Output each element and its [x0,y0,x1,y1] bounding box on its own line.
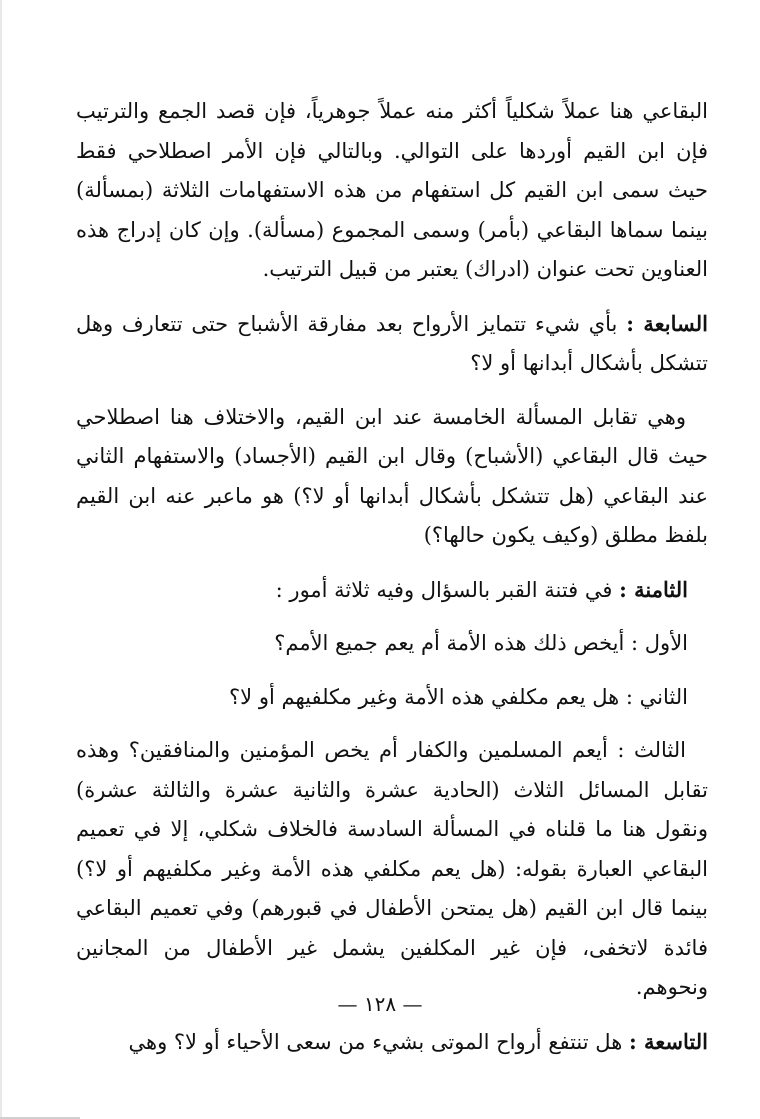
scan-edge [0,0,2,1119]
page-body [76,92,708,1062]
section-heading-seventh: السابعة : [626,310,708,336]
paragraph-eighth [76,570,708,611]
list-item-first: الأول : أيخص ذلك هذه الأمة أم يعم جميع الأمم؟ [274,631,688,655]
section-heading-ninth: التاسعة : [628,1028,708,1054]
section-text-ninth: هل تنتفع أرواح الموتى بشيء من سعى الأحياء أو لا؟ وهي [128,1029,623,1054]
section-text-eighth: في فتنة القبر بالسؤال وفيه ثلاثة أمور : [275,577,613,602]
paragraph-seventh-commentary: وهي تقابل المسألة الخامسة عند ابن القيم، والاختلاف هنا اصطلاحي حيث قال البقاعي (الأشباح) وقال ابن القيم (الأجساد) والاستفهام الثاني عند البقاعي (هل تتشكل بأشكال أبدانها أو لا؟) هو ماعبر عنه ابن القيم بلفظ مطلق (وكيف يكون حالها؟) [76,404,708,547]
paragraph-seventh [76,304,708,384]
list-item-third: الثالث : أيعم المسلمين والكفار أم يخص المؤمنين والمنافقين؟ وهذه تقابل المسائل الثلاث (الحادية عشرة والثانية عشرة والثالثة عشرة) ونقول هنا ما قلناه في المسألة السادسة فالخلاف شكلي، إلا في تعميم البقاعي العبارة بقوله: (هل يعم مكلفي هذه الأمة وغير مكلفيهم أو لا؟) بينما قال ابن القيم (هل يمتحن الأطفال في قبورهم) وفي تعميم البقاعي فائدة لاتخفى، فإن غير المكلفين يشمل غير الأطفال من المجانين ونحوهم. [76,738,708,999]
section-heading-eighth: الثامنة : [619,576,688,602]
paragraph-ninth [76,1022,708,1063]
paragraph-intro: البقاعي هنا عملاً شكلياً أكثر منه عملاً جوهرياً، فإن قصد الجمع والترتيب فإن ابن القيم أوردها على التوالي. وبالتالي فإن الأمر اصطلاحي فقط حيث سمى ابن القيم كل استفهام من هذه الاستفهامات الثلاثة (بمسألة) بينما سماها البقاعي (بأمر) وسمى المجموع (مسألة). وإن كان إدراج هذه العناوين تحت عنوان (ادراك) يعتبر من قبيل الترتيب. [76,99,708,281]
page-number: — ١٢٨ — [337,992,423,1016]
list-item-second: الثاني : هل يعم مكلفي هذه الأمة وغير مكلفيهم أو لا؟ [229,684,688,709]
section-text-seventh: بأي شيء تتمايز الأرواح بعد مفارقة الأشباح حتى تتعارف وهل تتشكل بأشكال أبدانها أو لا؟ [76,311,708,375]
